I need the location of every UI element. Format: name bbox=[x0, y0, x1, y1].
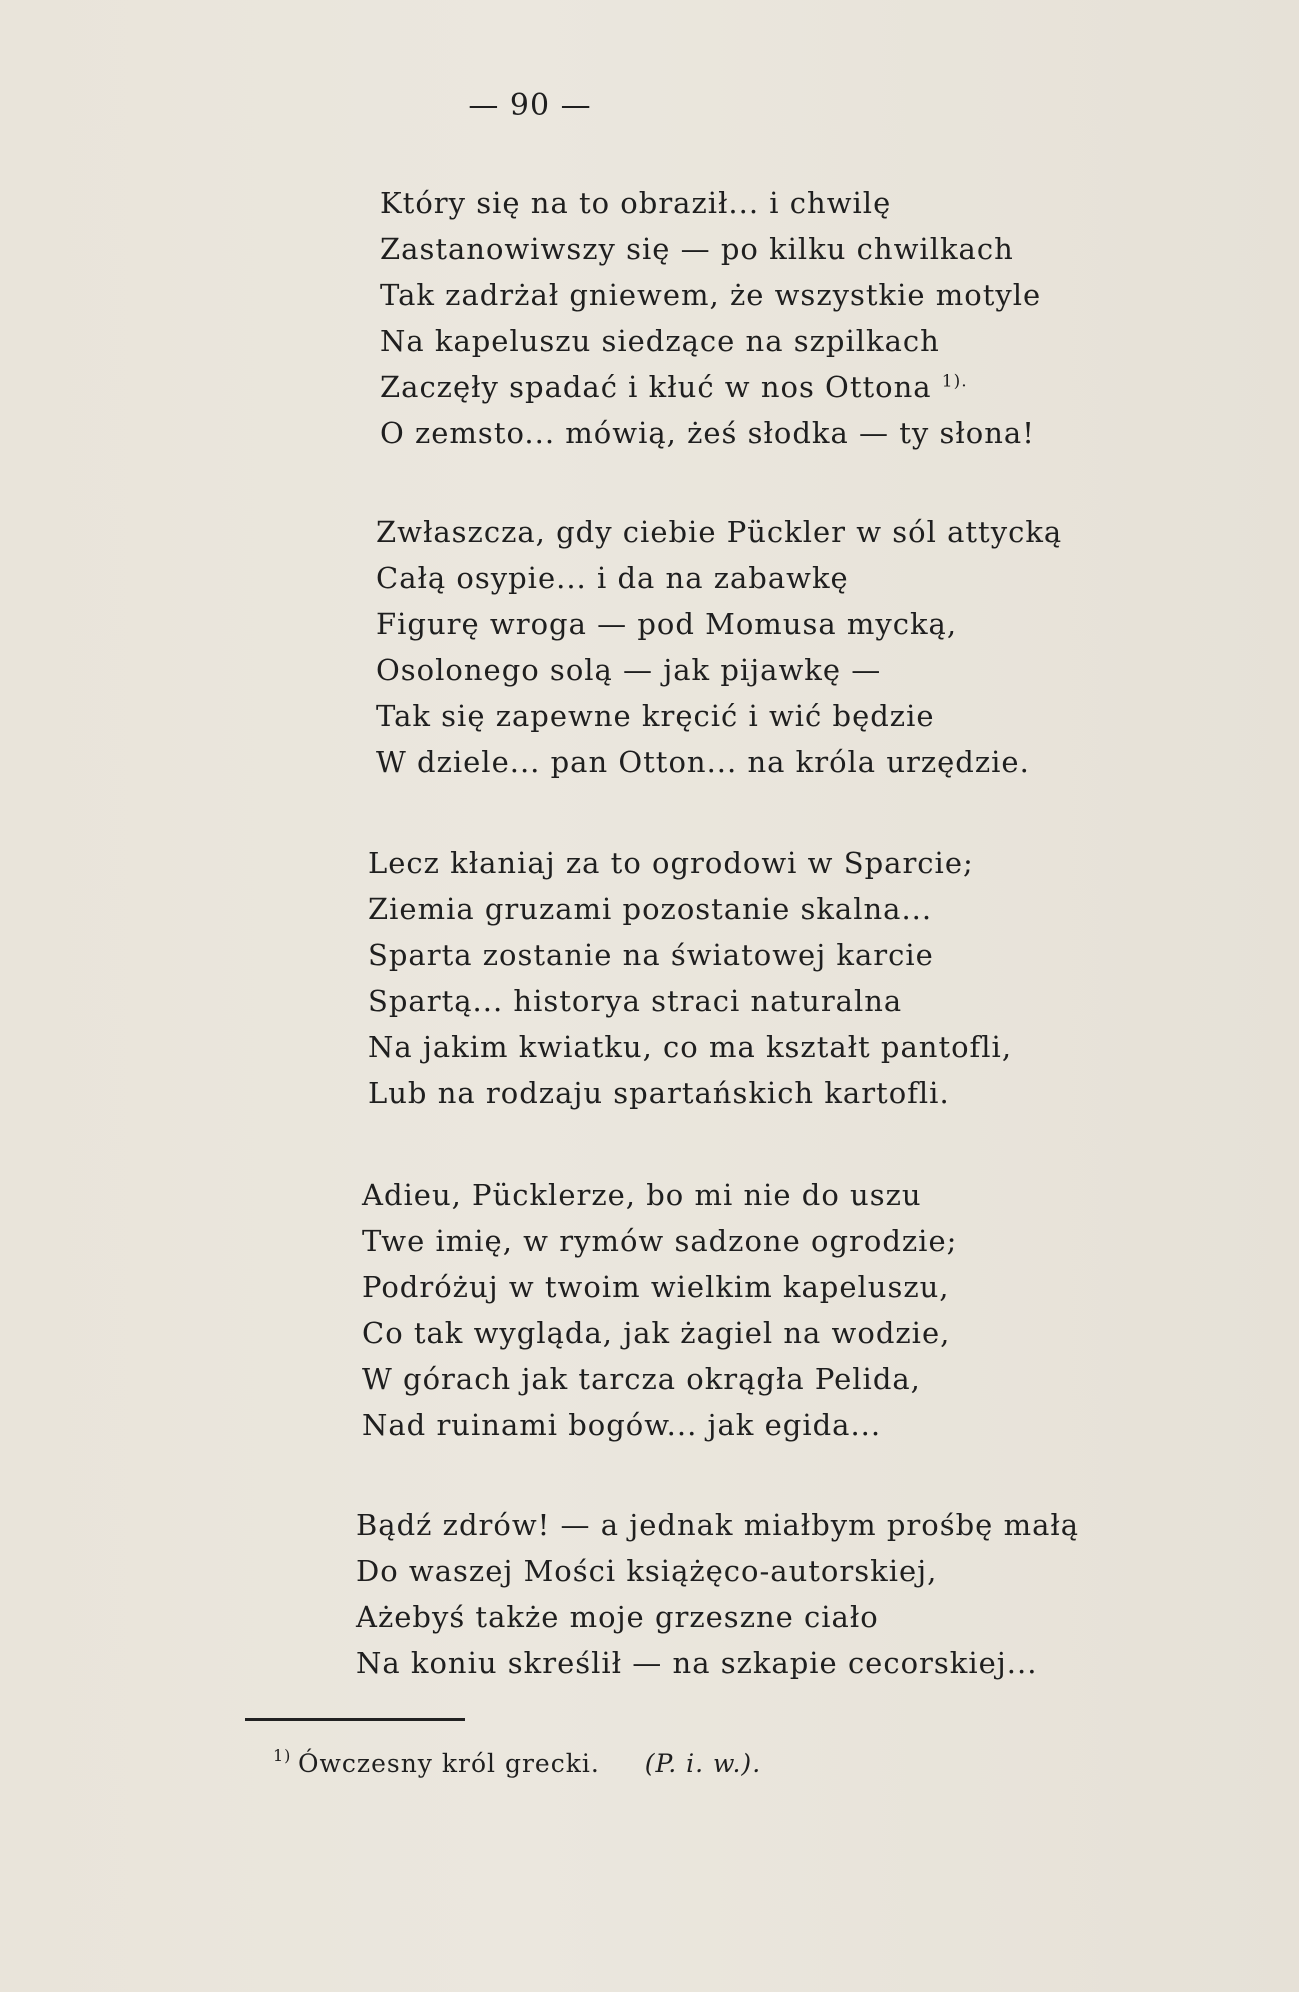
stanza-4 bbox=[362, 1172, 1262, 1448]
page-number: — 90 — bbox=[468, 88, 592, 123]
verse-line: Co tak wygląda, jak żagiel na wodzie, bbox=[362, 1316, 951, 1350]
verse-line: Do waszej Mości książęco-autorskiej, bbox=[356, 1554, 938, 1588]
verse-line: Adieu, Pücklerze, bo mi nie do uszu bbox=[362, 1178, 922, 1212]
verse-line: Spartą... historya straci naturalna bbox=[368, 984, 903, 1018]
footnote-source: (P. i. w.). bbox=[644, 1749, 762, 1778]
verse-line: Tak się zapewne kręcić i wić będzie bbox=[376, 699, 935, 733]
verse-line: Osolonego solą — jak pijawkę — bbox=[376, 653, 882, 687]
verse-line: O zemsto... mówią, żeś słodka — ty słona! bbox=[380, 416, 1035, 450]
stanza-5 bbox=[356, 1502, 1256, 1686]
footnote bbox=[273, 1746, 762, 1780]
verse-line: Na koniu skreślił — na szkapie cecorskiej... bbox=[356, 1646, 1038, 1680]
verse-line: Na jakim kwiatku, co ma kształt pantofli, bbox=[368, 1030, 1013, 1064]
verse-line: Twe imię, w rymów sadzone ogrodzie; bbox=[362, 1224, 958, 1258]
verse-line: Ażebyś także moje grzeszne ciało bbox=[356, 1600, 879, 1634]
footnote-text: Ówczesny król grecki. bbox=[298, 1749, 600, 1778]
verse-line: Zastanowiwszy się — po kilku chwilkach bbox=[380, 232, 1014, 266]
stanza-3 bbox=[368, 840, 1268, 1116]
verse-line: Który się na to obraził... i chwilę bbox=[380, 186, 892, 220]
verse-line: Lub na rodzaju spartańskich kartofli. bbox=[368, 1076, 950, 1110]
verse-line: Bądź zdrów! — a jednak miałbym prośbę małą bbox=[356, 1508, 1080, 1542]
verse-line: W górach jak tarcza okrągła Pelida, bbox=[362, 1362, 921, 1396]
verse-line: Tak zadrżał gniewem, że wszystkie motyle bbox=[380, 278, 1042, 312]
verse-line: Sparta zostanie na światowej karcie bbox=[368, 938, 934, 972]
footnote-divider bbox=[245, 1718, 465, 1721]
verse-line: Lecz kłaniaj za to ogrodowi w Sparcie; bbox=[368, 846, 974, 880]
footnote-marker: 1) bbox=[273, 1746, 292, 1765]
verse-text: Zaczęły spadać i kłuć w nos Ottona bbox=[380, 370, 932, 404]
verse-line: Podróżuj w twoim wielkim kapeluszu, bbox=[362, 1270, 950, 1304]
verse-line: Nad ruinami bogów... jak egida... bbox=[362, 1408, 882, 1442]
verse-line bbox=[380, 364, 1280, 410]
verse-line: Zwłaszcza, gdy ciebie Pückler w sól attycką bbox=[376, 515, 1063, 549]
stanza-2 bbox=[376, 509, 1276, 785]
verse-line: Ziemia gruzami pozostanie skalna... bbox=[368, 892, 933, 926]
verse-line: W dziele... pan Otton... na króla urzędzie. bbox=[376, 745, 1030, 779]
stanza-1 bbox=[380, 180, 1280, 456]
footnote-reference: 1). bbox=[941, 371, 968, 392]
verse-line: Figurę wroga — pod Momusa mycką, bbox=[376, 607, 958, 641]
verse-line: Na kapeluszu siedzące na szpilkach bbox=[380, 324, 940, 358]
verse-line: Całą osypie... i da na zabawkę bbox=[376, 561, 849, 595]
